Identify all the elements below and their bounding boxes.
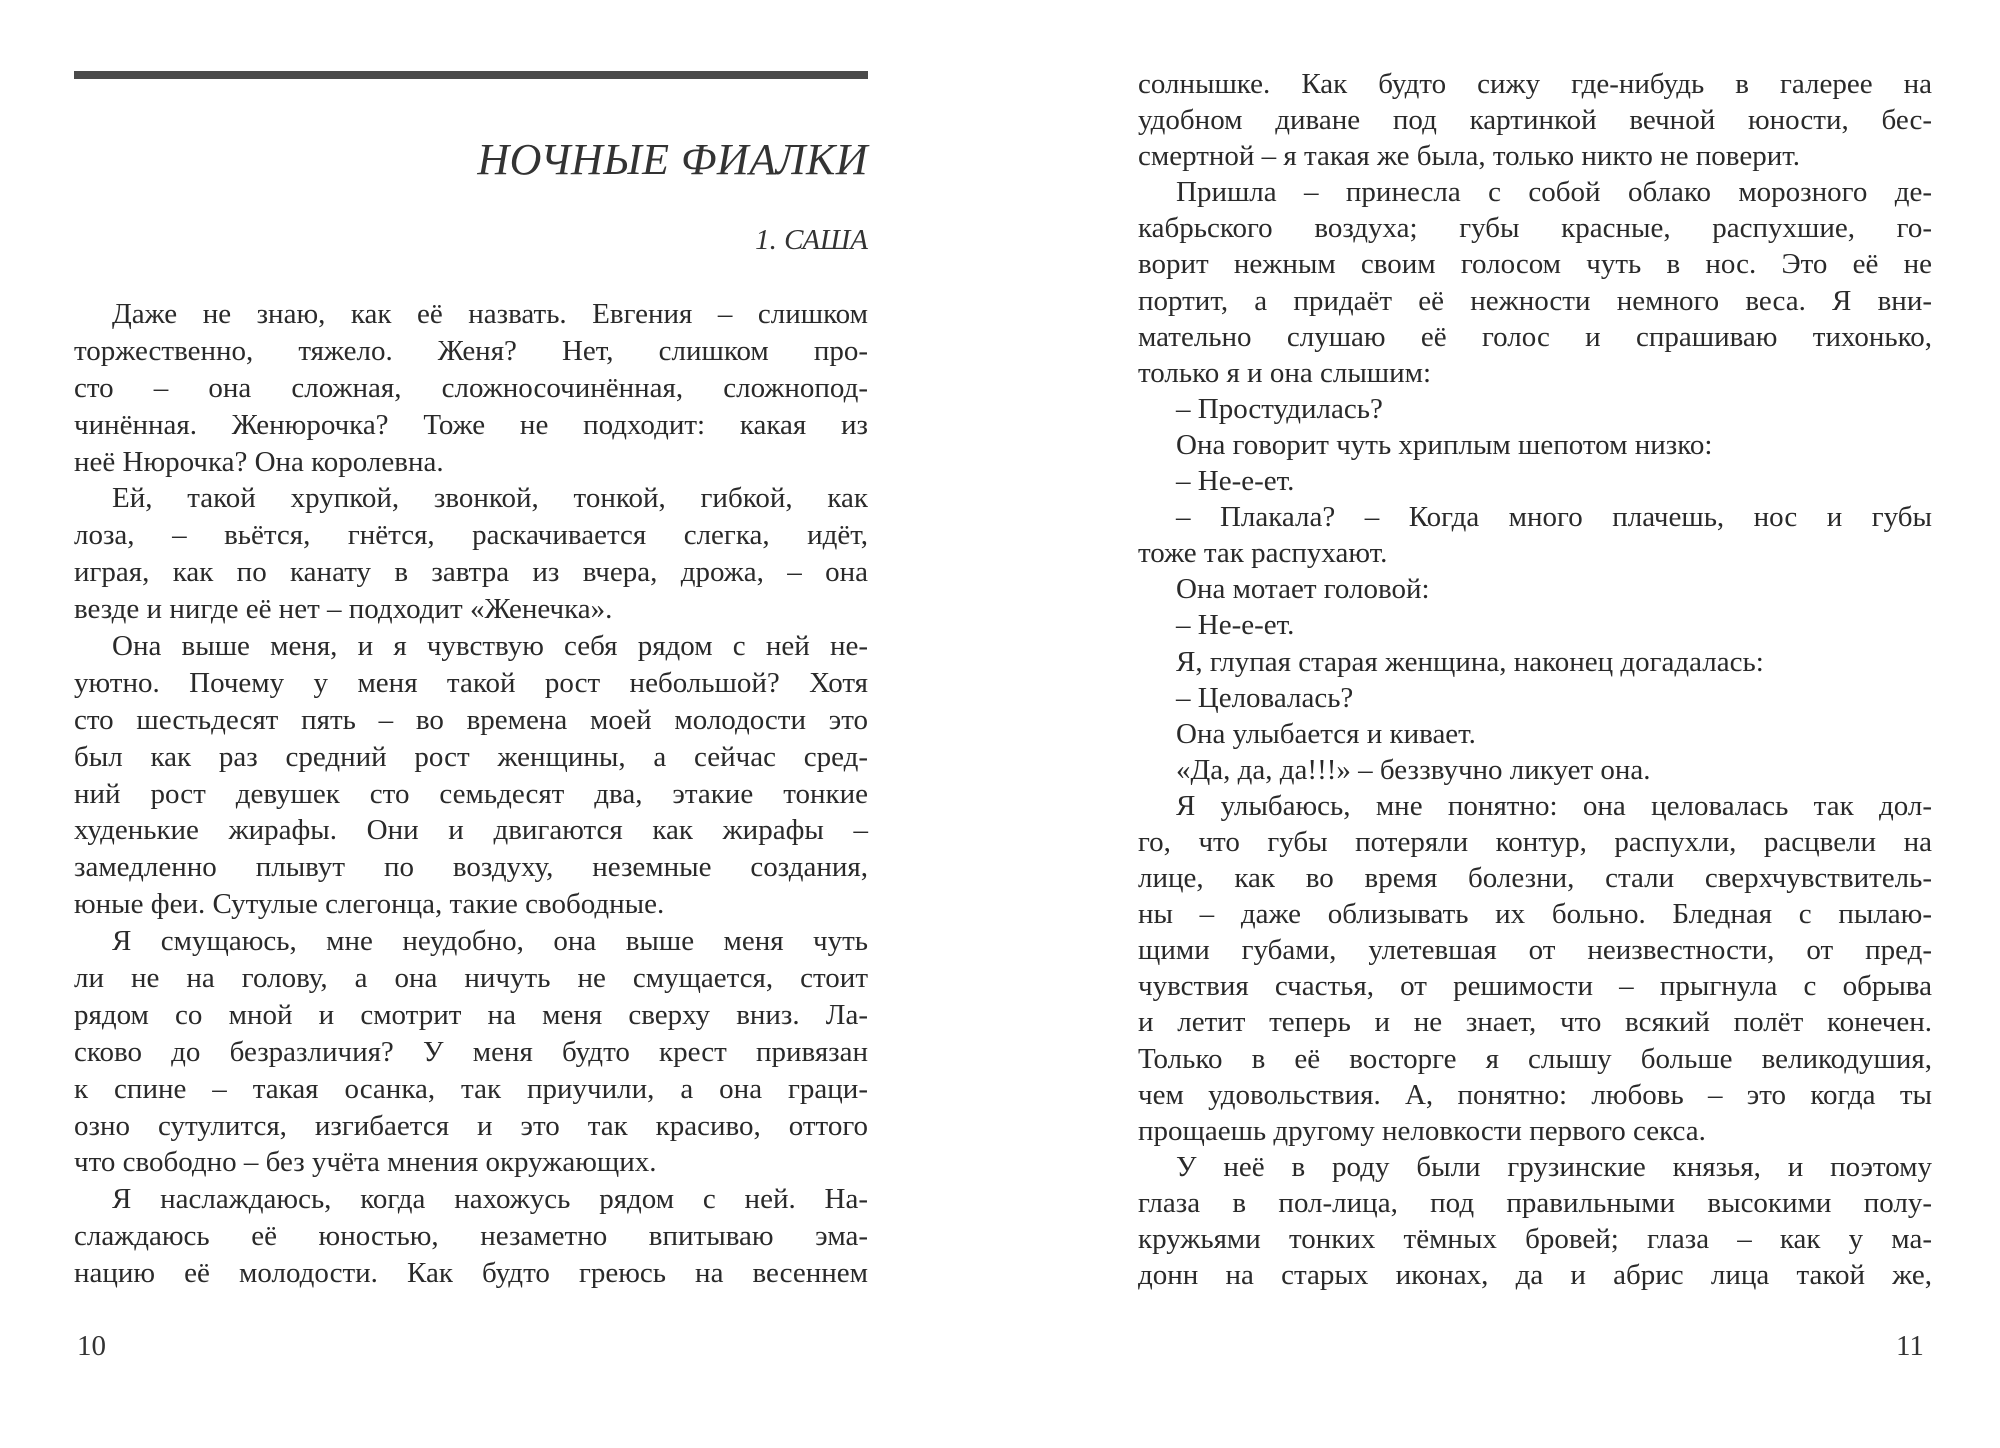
text-line: кабрьского воздуха; губы красные, распухшие, го-	[1138, 212, 1932, 245]
text-line: – Простудилась?	[1176, 392, 1383, 425]
text-line: чинённая. Женюрочка? Тоже не подходит: какая из	[74, 408, 868, 441]
text-line: удобном диване под картинкой вечной юности, бес-	[1138, 104, 1932, 137]
text-line: сково до безразличия? У меня будто крест привязан	[74, 1035, 868, 1068]
text-line: ли не на голову, а она ничуть не смущается, стоит	[74, 962, 868, 995]
text-line: замедленно плывут по воздуху, неземные создания,	[74, 851, 868, 884]
text-line: глаза в пол-лица, под правильными высокими полу-	[1138, 1186, 1932, 1219]
text-line: лоза, – вьётся, гнётся, раскачивается слегка, идёт,	[74, 519, 868, 552]
text-line: солнышке. Как будто сижу где-нибудь в галерее на	[1138, 68, 1932, 100]
text-line: тоже так распухают.	[1138, 537, 1388, 570]
text-line: везде и нигде её нет – подходит «Женечка».	[74, 593, 613, 626]
text-line: Я, глупая старая женщина, наконец догадалась:	[1176, 645, 1764, 678]
text-line: – Не-е-ет.	[1176, 609, 1295, 642]
chapter-title: НОЧНЫЕ ФИАЛКИ	[477, 135, 868, 184]
text-line: прощаешь другому неловкости первого секса.	[1138, 1114, 1706, 1147]
text-line: неё Нюрочка? Она королевна.	[74, 445, 444, 478]
text-line: сто – она сложная, сложносочинённая, сложнопод-	[74, 371, 868, 404]
text-line: был как раз средний рост женщины, а сейчас сред-	[74, 740, 868, 773]
text-line: Только в её восторге я слышу больше великодушия,	[1138, 1042, 1932, 1075]
text-line: портит, а придаёт её нежности немного веса. Я вни-	[1138, 284, 1932, 317]
text-line: Даже не знаю, как её назвать. Евгения – слишком	[112, 298, 868, 330]
text-line: рядом со мной и смотрит на меня сверху вниз. Ла-	[74, 998, 868, 1031]
text-line: ний рост девушек сто семьдесят два, этакие тонкие	[74, 777, 868, 810]
text-line: и летит теперь и не знает, что всякий полёт конечен.	[1138, 1006, 1932, 1039]
text-line: – Целовалась?	[1176, 681, 1354, 714]
text-line: Я улыбаюсь, мне понятно: она целовалась так дол-	[1176, 789, 1932, 822]
text-line: щими губами, улетевшая от неизвестности, от пред-	[1138, 934, 1932, 967]
text-line: худенькие жирафы. Они и двигаются как жирафы –	[74, 814, 868, 847]
right-page-text	[1138, 66, 1932, 1293]
text-line: Она говорит чуть хриплым шепотом низко:	[1176, 428, 1713, 461]
text-line: играя, как по канату в завтра из вчера, дрожа, – она	[74, 556, 868, 589]
left-page-text	[74, 296, 868, 1292]
chapter-rule	[74, 71, 868, 79]
text-line: Она выше меня, и я чувствую себя рядом с ней не-	[112, 630, 868, 663]
text-line: – Не-е-ет.	[1176, 465, 1295, 498]
text-line: сто шестьдесят пять – во времена моей молодости это	[74, 703, 868, 736]
text-line: Я смущаюсь, мне неудобно, она выше меня чуть	[112, 925, 868, 958]
text-line: нацию её молодости. Как будто греюсь на весеннем	[74, 1257, 868, 1290]
text-line: мательно слушаю её голос и спрашиваю тихонько,	[1138, 320, 1932, 353]
text-line: го, что губы потеряли контур, распухли, расцвели на	[1138, 825, 1932, 858]
text-line: что свободно – без учёта мнения окружающих.	[74, 1146, 657, 1179]
text-line: «Да, да, да!!!» – беззвучно ликует она.	[1176, 753, 1651, 786]
text-line: ны – даже облизывать их больно. Бледная с пылаю-	[1138, 898, 1932, 931]
text-line: торжественно, тяжело. Женя? Нет, слишком про-	[74, 334, 868, 367]
text-line: Ей, такой хрупкой, звонкой, тонкой, гибкой, как	[112, 482, 868, 515]
text-line: уютно. Почему у меня такой рост небольшой? Хотя	[74, 666, 868, 699]
text-line: – Плакала? – Когда много плачешь, нос и губы	[1176, 501, 1932, 534]
page-number-left: 10	[77, 1330, 106, 1362]
text-line: смертной – я такая же была, только никто не поверит.	[1138, 140, 1800, 173]
section-title: 1. САША	[755, 224, 868, 256]
text-line: Она улыбается и кивает.	[1176, 717, 1476, 750]
text-line: кружьями тонких тёмных бровей; глаза – как у ма-	[1138, 1223, 1932, 1255]
text-line: Пришла – принесла с собой облако морозного де-	[1176, 176, 1932, 209]
text-line: слаждаюсь её юностью, незаметно впитываю эма-	[74, 1220, 868, 1253]
text-line: озно сутулится, изгибается и это так красиво, оттого	[74, 1109, 868, 1142]
text-line: только я и она слышим:	[1138, 356, 1432, 389]
text-line: У неё в роду были грузинские князья, и поэтому	[1176, 1150, 1932, 1183]
text-line: Я наслаждаюсь, когда нахожусь рядом с ней. На-	[112, 1183, 868, 1216]
text-line: Она мотает головой:	[1176, 573, 1430, 606]
text-line: чувствия счастья, от решимости – прыгнула с обрыва	[1138, 970, 1932, 1003]
text-line: ворит нежным своим голосом чуть в нос. Это её не	[1138, 248, 1932, 281]
text-line: к спине – такая осанка, так приучили, а она граци-	[74, 1072, 868, 1105]
page-number-right: 11	[1896, 1330, 1924, 1362]
text-line: чем удовольствия. А, понятно: любовь – это когда ты	[1138, 1078, 1932, 1111]
text-line: юные феи. Сутулые слегонца, такие свободные.	[74, 888, 665, 921]
text-line: донн на старых иконах, да и абрис лица такой же,	[1138, 1259, 1932, 1292]
text-line: лице, как во время болезни, стали сверхчувствитель-	[1138, 862, 1932, 895]
